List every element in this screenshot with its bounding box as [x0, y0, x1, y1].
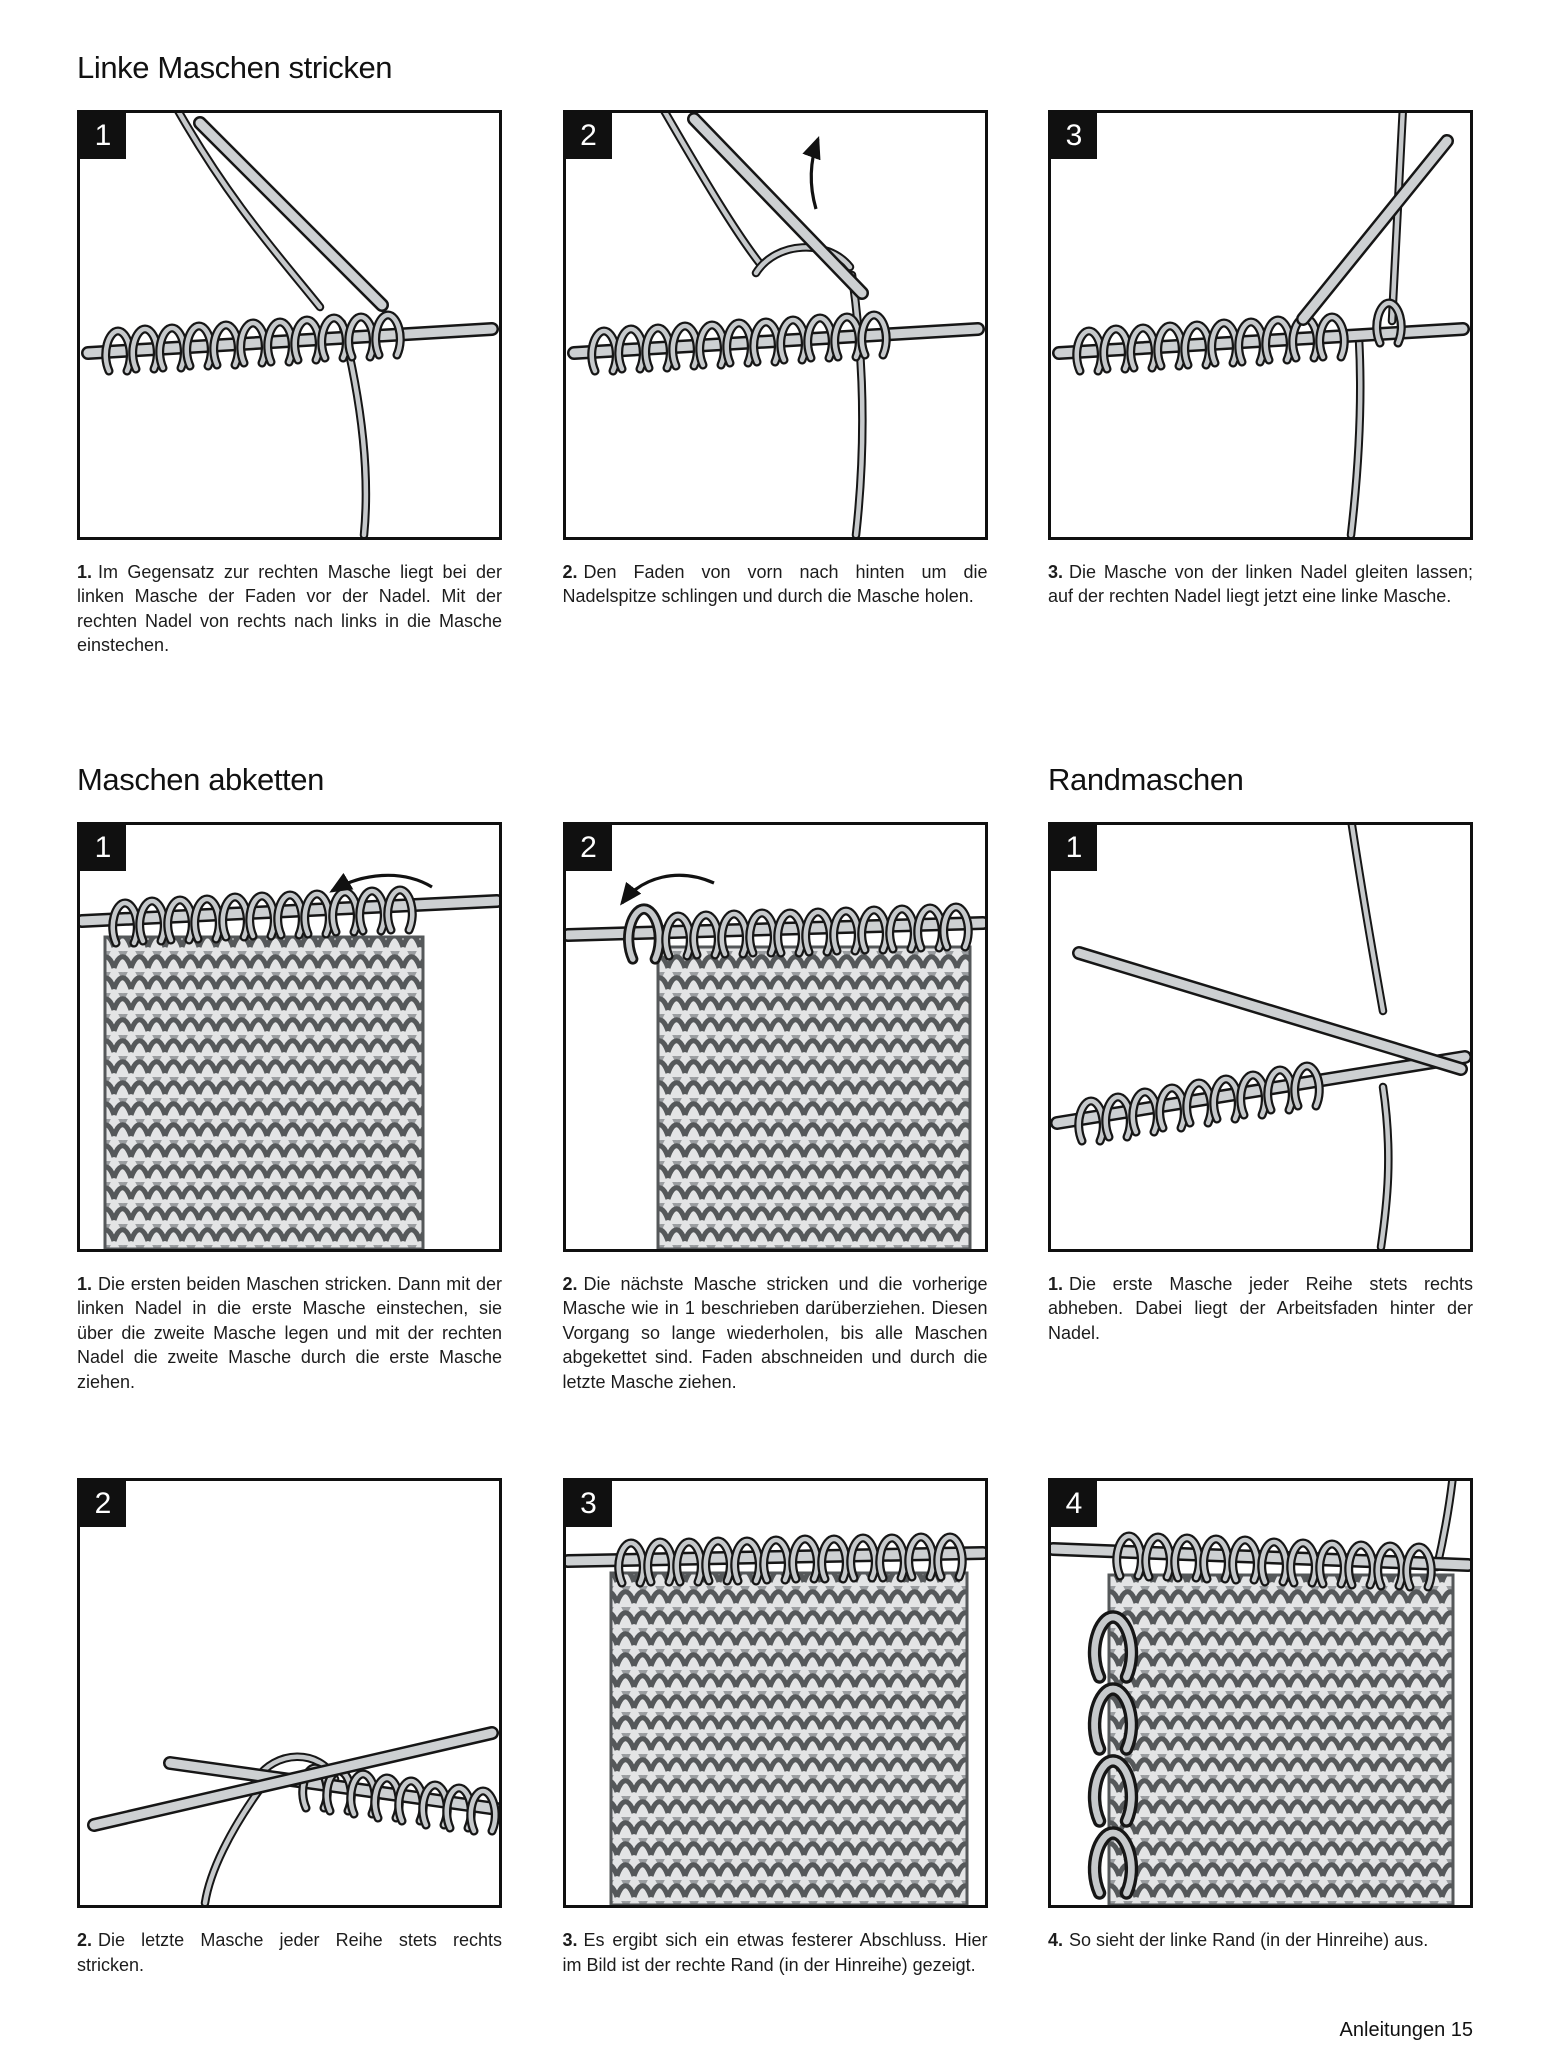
- left-needle: [94, 1733, 492, 1825]
- figure-randmaschen-1: [1048, 822, 1473, 1252]
- right-needle: [1079, 953, 1461, 1069]
- figure-randmaschen-2: [77, 1478, 502, 1908]
- figure-randmaschen-3: [563, 1478, 988, 1908]
- figure-caption: 1. Die erste Masche jeder Reihe stets rechts abheben. Dabei liegt der Arbeitsfaden hinter der Nadel.: [1048, 1273, 1473, 1343]
- caption-number: 1.: [77, 562, 93, 582]
- section-heading-row-2: [77, 762, 1473, 798]
- caption-number: 3.: [1048, 562, 1064, 582]
- figure-caption: 2. Die letzte Masche jeder Reihe stets rechts stricken.: [77, 1930, 502, 1975]
- knitting-illustration: [1051, 1481, 1470, 1905]
- knitting-illustration: [80, 113, 499, 537]
- figure-caption: 4. So sieht der linke Rand (in der Hinreihe) aus.: [1048, 1930, 1429, 1951]
- figure-caption: 2. Den Faden von vorn nach hinten um die Nadelspitze schlingen und durch die Masche holen.: [562, 562, 988, 607]
- figure-caption: 3. Die Masche von der linken Nadel gleiten lassen; auf der rechten Nadel liegt jetzt eine linke Masche.: [1048, 562, 1473, 607]
- stitch-loops: [618, 1537, 962, 1583]
- direction-arrow: [622, 875, 714, 903]
- step-number-badge: 4: [1051, 1481, 1097, 1527]
- figure-linke-3: [1048, 110, 1473, 540]
- figure-linke-2: [563, 110, 988, 540]
- figure-abketten-2: [563, 822, 988, 1252]
- fabric-swatch: [611, 1573, 967, 1905]
- figure-abketten-1: [77, 822, 502, 1252]
- step-number-badge: 2: [566, 825, 612, 871]
- knitting-illustration: [566, 113, 985, 537]
- caption-number: 2.: [77, 1930, 93, 1951]
- caption-row-2: [77, 1272, 1473, 1394]
- caption-number: 4.: [1048, 1930, 1064, 1951]
- knitting-illustration: [80, 1481, 499, 1905]
- step-number-badge: 1: [80, 825, 126, 871]
- figure-caption: 1. Die ersten beiden Maschen stricken. Dann mit der linken Nadel in die erste Masche einstechen, sie über die zweite Masche legen und mit der rechten Nadel die zweite Masche durch die erste Masche ziehen.: [77, 1273, 502, 1392]
- caption-number: 2.: [562, 1273, 578, 1294]
- step-number-badge: 2: [566, 113, 612, 159]
- page-footer: Anleitungen 15: [1339, 2019, 1473, 2041]
- knitting-illustration: [80, 825, 499, 1249]
- step-number-badge: 1: [80, 113, 126, 159]
- figure-row-3: [77, 1478, 1473, 1908]
- section-title-linke-maschen: Linke Maschen stricken: [77, 50, 393, 85]
- figure-caption: 2. Die nächste Masche stricken und die vorherige Masche wie in 1 beschrieben darüberziehen. Diesen Vorgang so lange wiederholen, bis alle Maschen abgekettet sind. Faden abschneiden und durch die letzte Masche ziehen.: [562, 1273, 988, 1392]
- knitting-illustration: [1051, 113, 1470, 537]
- yarn-strand: [1437, 1481, 1453, 1567]
- step-number-badge: 2: [80, 1481, 126, 1527]
- fabric-swatch: [658, 947, 970, 1249]
- needle: [568, 1553, 983, 1561]
- caption-row-3: [77, 1928, 1473, 1977]
- caption-number: 1.: [1048, 1273, 1064, 1294]
- step-number-badge: 1: [1051, 825, 1097, 871]
- knitting-illustration: [1051, 825, 1470, 1249]
- figure-row-1: [77, 110, 1473, 540]
- step-number-badge: 3: [1051, 113, 1097, 159]
- figure-caption: 3. Es ergibt sich ein etwas festerer Abschluss. Hier im Bild ist der rechte Rand (in der Hinreihe) gezeigt.: [562, 1930, 988, 1975]
- knitting-illustration: [566, 825, 985, 1249]
- figure-row-2: [77, 822, 1473, 1252]
- section-title-maschen-abketten: Maschen abketten: [77, 761, 324, 797]
- direction-arrow: [811, 139, 818, 209]
- figure-linke-1: [77, 110, 502, 540]
- stitch-loops: [303, 1768, 496, 1831]
- caption-number: 2.: [562, 562, 578, 582]
- knitting-illustration: [566, 1481, 985, 1905]
- fabric-swatch: [105, 937, 423, 1249]
- figure-randmaschen-4: [1048, 1478, 1473, 1908]
- section-heading-row-1: [77, 50, 1473, 86]
- caption-row-1: [77, 560, 1473, 658]
- caption-number: 3.: [562, 1930, 578, 1951]
- section-title-randmaschen: Randmaschen: [1048, 761, 1244, 797]
- caption-number: 1.: [77, 1273, 93, 1294]
- fabric-swatch: [1109, 1575, 1453, 1905]
- right-needle: [1303, 141, 1447, 319]
- figure-caption: 1. Im Gegensatz zur rechten Masche liegt bei der linken Masche der Faden vor der Nadel. Mit der rechten Nadel von rechts nach links in die Masche einstechen.: [77, 562, 502, 656]
- step-number-badge: 3: [566, 1481, 612, 1527]
